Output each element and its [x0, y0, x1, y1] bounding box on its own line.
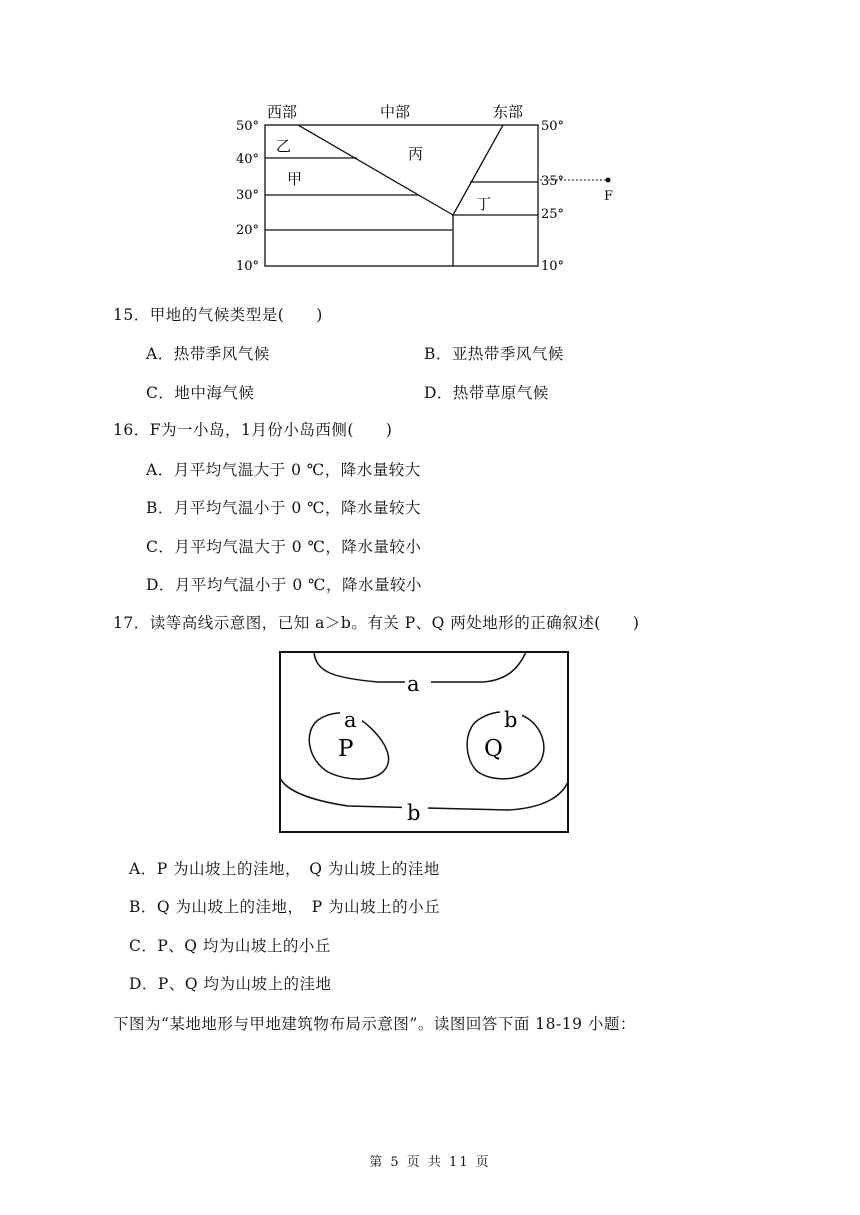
q15-option-b: B．亚热带季风气候	[424, 345, 564, 363]
lat-left-50: 50°	[236, 119, 260, 134]
contour-p-ring-label: a	[344, 708, 357, 732]
lat-left-20: 20°	[236, 223, 260, 238]
island-f-label: F	[604, 189, 614, 204]
q16-option-b: B．月平均气温小于 0 ℃，降水量较大	[146, 499, 421, 517]
region-west: 西部	[267, 103, 298, 121]
lat-left-30: 30°	[236, 188, 260, 203]
contour-p-label: P	[338, 736, 354, 762]
q15-option-d: D．热带草原气候	[424, 384, 549, 402]
lat-right-35: 35°	[541, 174, 565, 189]
q17-option-d: D．P、Q 均为山坡上的洼地	[129, 975, 332, 993]
contour-q-ring-label: b	[504, 708, 518, 732]
lat-left-40: 40°	[236, 152, 260, 167]
contour-q-label: Q	[484, 736, 503, 762]
q16-option-a: A．月平均气温大于 0 ℃，降水量较大	[146, 461, 421, 479]
lat-right-50: 50°	[541, 119, 565, 134]
intro-18-19: 下图为“某地地形与甲地建筑物布局示意图”。读图回答下面 18-19 小题：	[113, 1015, 636, 1033]
zone-yi: 乙	[276, 137, 292, 155]
page-footer: 第 5 页 共 11 页	[369, 1155, 491, 1170]
lat-left-10: 10°	[236, 259, 260, 274]
region-middle: 中部	[380, 103, 411, 121]
zone-ding: 丁	[476, 195, 492, 213]
contour-bottom-line-label: b	[407, 801, 421, 825]
climate-zone-figure	[225, 95, 625, 280]
zone-jia: 甲	[287, 170, 303, 188]
q17-option-b: B．Q 为山坡上的洼地， P 为山坡上的小丘	[129, 898, 441, 916]
zone-bing: 丙	[408, 145, 424, 163]
q16-option-c: C．月平均气温大于 0 ℃，降水量较小	[146, 538, 422, 556]
q16-option-d: D．月平均气温小于 0 ℃，降水量较小	[146, 576, 422, 594]
q16-stem: 16．F为一小岛，1月份小岛西侧( )	[113, 421, 393, 439]
q15-stem: 15．甲地的气候类型是( )	[113, 306, 323, 324]
q17-option-a: A．P 为山坡上的洼地， Q 为山坡上的洼地	[129, 860, 440, 878]
lat-right-10: 10°	[541, 259, 565, 274]
q17-stem: 17．读等高线示意图，已知 a＞b。有关 P、Q 两处地形的正确叙述( )	[113, 614, 640, 632]
contour-figure	[278, 650, 572, 836]
contour-top-line-label: a	[407, 672, 420, 696]
q17-option-c: C．P、Q 均为山坡上的小丘	[129, 937, 331, 955]
q15-option-a: A．热带季风气候	[146, 345, 270, 363]
region-east: 东部	[493, 103, 524, 121]
q15-option-c: C．地中海气候	[146, 384, 255, 402]
lat-right-25: 25°	[541, 207, 565, 222]
